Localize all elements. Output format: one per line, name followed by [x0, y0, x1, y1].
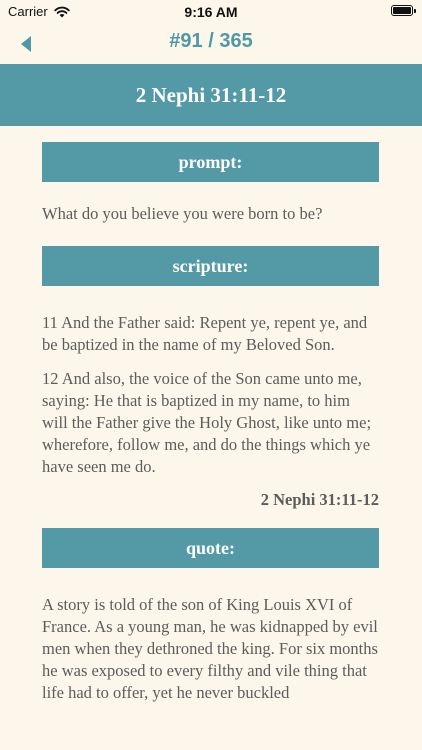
battery-fill	[393, 7, 411, 14]
quote-label: quote:	[186, 537, 235, 558]
quote-section-header	[42, 528, 379, 568]
scripture-verse: 11 And the Father said: Repent ye, repent ye, and be baptized in the name of my Beloved Son.	[42, 313, 368, 354]
status-time: 9:16 AM	[184, 4, 238, 20]
scripture-verse: 12 And also, the voice of the Son came unto me, saying: He that is baptized in my name, to him will the Father give the Holy Ghost, like unto me; wherefore, follow me, and do the things which ye have seen me do.	[42, 369, 372, 476]
page-counter-title: #91 / 365	[169, 30, 253, 52]
scripture-reference: 2 Nephi 31:11-12	[260, 490, 379, 509]
status-bar	[0, 0, 422, 24]
carrier-label: Carrier	[8, 4, 48, 19]
battery-icon	[391, 5, 413, 16]
prompt-section-header	[42, 142, 379, 182]
scripture-section-header	[42, 246, 379, 286]
quote-text: A story is told of the son of King Louis XVI of France. As a young man, he was kidnapped by evil men when they dethroned the king. For six months he was exposed to every filthy and vile thing that life had to offer, yet he never buckled	[42, 595, 378, 702]
navigation-bar	[0, 24, 422, 64]
scripture-text	[42, 312, 379, 478]
scripture-label: scripture:	[172, 255, 249, 276]
prompt-label: prompt:	[178, 151, 243, 172]
scripture-reference-banner	[0, 64, 422, 126]
prompt-text: What do you believe you were born to be?	[42, 204, 323, 223]
entry-content	[42, 142, 379, 704]
banner-title: 2 Nephi 31:11-12	[135, 82, 287, 107]
